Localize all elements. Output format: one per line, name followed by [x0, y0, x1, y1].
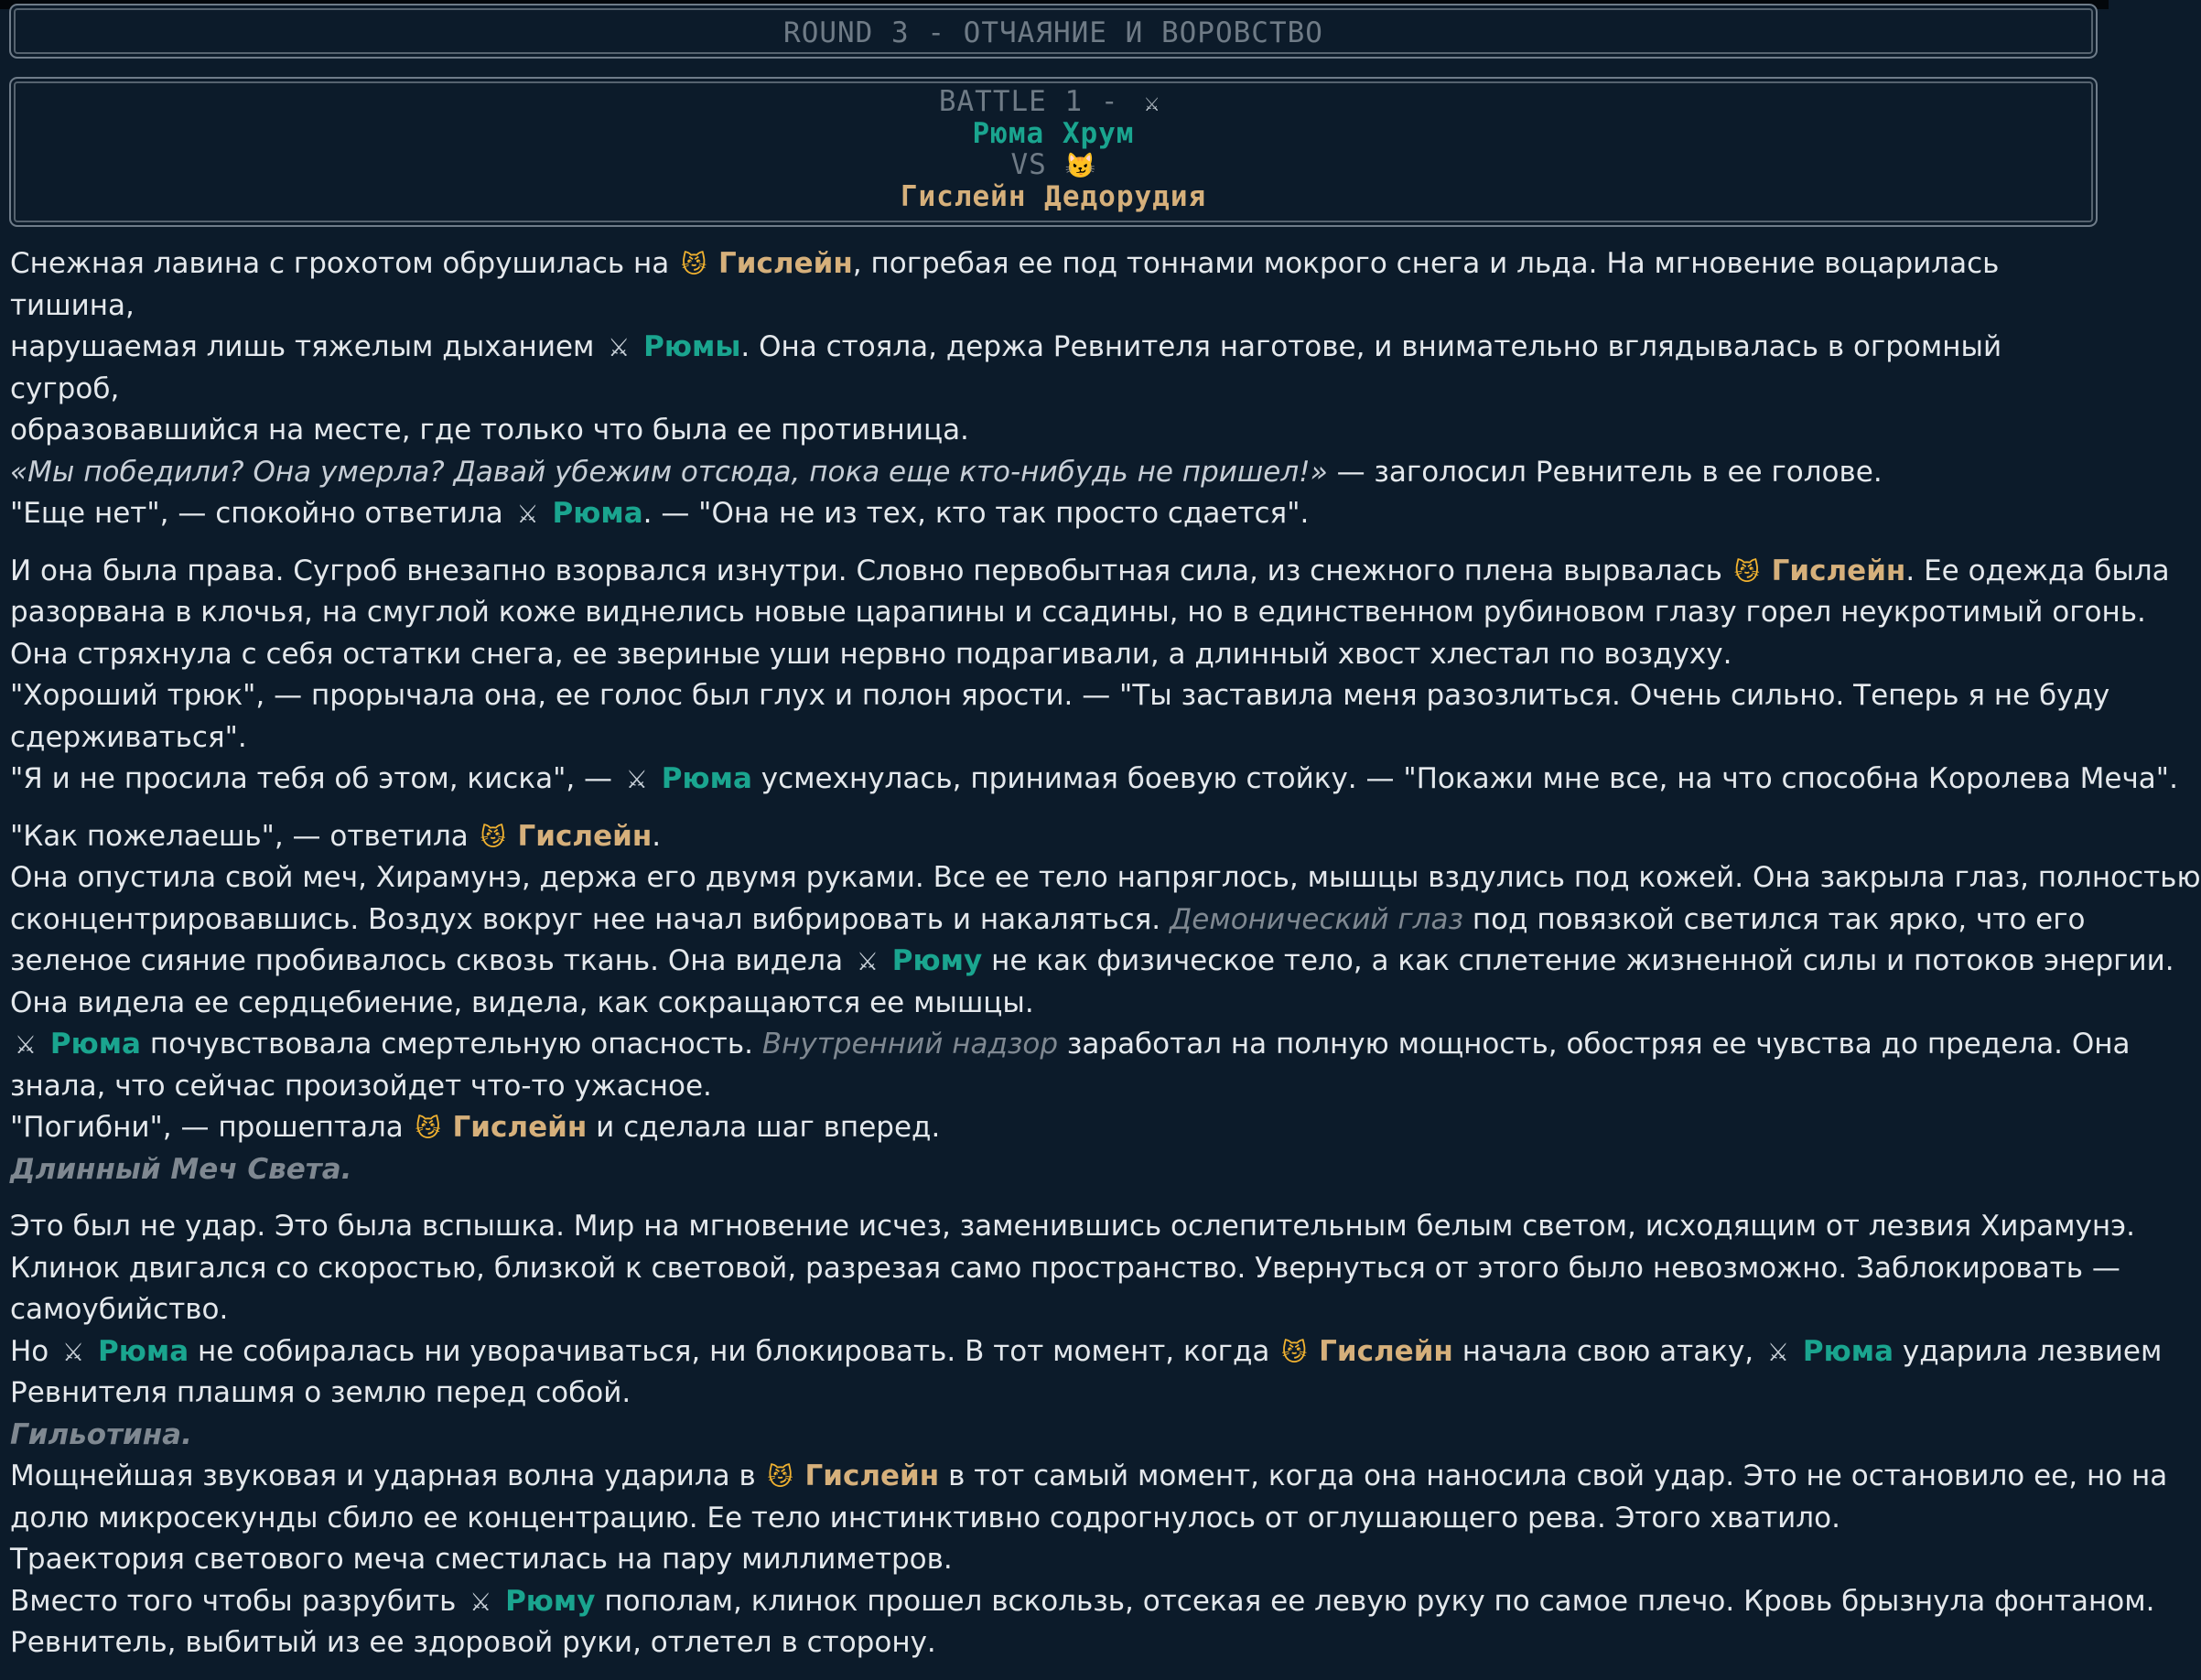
cat-face-icon: 😼 — [1281, 1338, 1308, 1367]
story-text: разорвана в клочья, на смуглой коже виднелись новые царапины и ссадины, но в единственном рубиновом глазу горел неукротимый огонь. — [10, 596, 2146, 629]
fighter1-mention: Рюма — [661, 762, 752, 795]
story-text: не собиралась ни уворачиваться, ни блокировать. В тот момент, когда — [197, 1334, 1270, 1368]
story-text: Ревнителя плашмя о землю перед собой. — [10, 1376, 631, 1409]
story-text: Снежная лавина с грохотом обрушилась на — [10, 247, 670, 280]
story-text: Она опустила свой меч, Хирамунэ, держа его двумя руками. Все ее тело напряглось, мышцы вздулись под кожей. Она закрыла глаз, полностью — [10, 861, 2201, 894]
vs-label: VS — [1010, 148, 1047, 181]
crossed-swords-icon: ⚔ — [1766, 1338, 1790, 1367]
fighter1-mention: Рюма — [552, 497, 643, 530]
cat-face-icon: 😼 — [415, 1115, 441, 1143]
skill-long-sword-of-light: Длинный Меч Света. — [10, 1152, 352, 1186]
story-text: усмехнулась, принимая боевую стойку. — "Покажи мне все, на что способна Королева Меча". — [761, 762, 2178, 795]
story-text: нарушаемая лишь тяжелым дыханием — [10, 330, 595, 363]
story-text: Мощнейшая звуковая и ударная волна ударила в — [10, 1459, 756, 1492]
cat-face-icon: 😼 — [767, 1463, 793, 1492]
story-text: — заголосил Ревнитель в ее голове. — [1327, 455, 1883, 489]
story-paragraph-4 — [10, 1206, 2168, 1664]
story-text: И она была права. Сугроб внезапно взорвался изнутри. Словно первобытная сила, из снежного плена вырвалась — [10, 554, 1722, 587]
battle-header — [9, 77, 2098, 227]
fighter2-name: Гислейн Дедорудия — [900, 179, 1207, 213]
cat-face-icon: 😼 — [480, 823, 506, 852]
story-text: заработал на полную мощность, обостряя ее чувства до предела. Она — [1066, 1028, 2131, 1061]
story-text: Вместо того чтобы разрубить — [10, 1584, 457, 1618]
story-text: почувствовала смертельную опасность. — [149, 1028, 753, 1061]
battle-heading-line — [11, 86, 2096, 118]
story-paragraph-3 — [10, 816, 2201, 1191]
story-text: под повязкой светился так ярко, что его — [1472, 902, 2086, 936]
story-text: долю микросекунды сбило ее концентрацию. Ее тело инстинктивно содрогнулось от оглушающего рева. Этого хватило. — [10, 1501, 1840, 1535]
story-text: "Еще нет", — спокойно ответила — [10, 497, 503, 530]
crossed-swords-icon: ⚔ — [1144, 89, 1160, 117]
fighter2-mention: Гислейн — [804, 1459, 940, 1492]
crossed-swords-icon: ⚔ — [856, 948, 879, 976]
story-text: зеленое сияние пробивалось сквозь ткань. Она видела — [10, 944, 844, 977]
crossed-swords-icon: ⚔ — [625, 766, 649, 794]
fighter1-mention: Рюма — [1802, 1334, 1894, 1368]
fighter2-mention: Гислейн — [452, 1111, 588, 1144]
fighter1-name: Рюма Хрум — [972, 116, 1135, 150]
story-text: . Она стояла, держа Ревнителя наготове, и внимательно вглядывалась в огромный сугроб, — [10, 330, 2002, 405]
fighter2-mention: Гислейн — [517, 819, 653, 853]
cat-face-icon: 😼 — [681, 251, 707, 279]
story-text: "Я и не просила тебя об этом, киска", — — [10, 762, 613, 795]
story-paragraph-2 — [10, 551, 2178, 801]
story-text: Она стряхнула с себя остатки снега, ее звериные уши нервно подрагивали, а длинный хвост хлестал по воздуху. — [10, 637, 1732, 671]
fighter2-mention: Гислейн — [1319, 1334, 1453, 1368]
story-text: пополам, клинок прошел вскользь, отсекая ее левую руку по самое плечо. Кровь брызнула фонтаном. — [604, 1584, 2155, 1618]
story-text: Клинок двигался со скоростью, близкой к световой, разрезая само пространство. Увернуться от этого было невозможно. Заблокировать — — [10, 1251, 2120, 1285]
story-text: начала свою атаку, — [1462, 1334, 1754, 1368]
fighter1-mention: Рюму — [505, 1584, 596, 1618]
story-text: не как физическое тело, а как сплетение жизненной силы и потоков энергии. — [991, 944, 2174, 977]
story-text: образовавшийся на месте, где только что была ее противница. — [10, 414, 969, 447]
fighter1-mention: Рюмы — [643, 330, 741, 363]
cat-face-icon: 😼 — [1733, 557, 1760, 587]
story-text: сдерживаться". — [10, 720, 247, 754]
crossed-swords-icon: ⚔ — [14, 1031, 38, 1060]
crossed-swords-icon: ⚔ — [608, 334, 631, 362]
crossed-swords-icon: ⚔ — [469, 1588, 492, 1617]
fighter2-mention: Гислейн — [718, 247, 853, 280]
story-text: ударила лезвием — [1902, 1334, 2163, 1368]
weapon-voice-quote: «Мы победили? Она умерла? Давай убежим отсюда, пока еще кто-нибудь не пришел!» — [10, 455, 1328, 489]
story-text: сконцентрировавшись. Воздух вокруг нее начал вибрировать и накаляться. — [10, 902, 1161, 936]
story-text: Она видела ее сердцебиение, видела, как сокращаются ее мышцы. — [10, 985, 1034, 1019]
fighter1-mention: Рюму — [891, 944, 983, 977]
skill-demonic-eye: Демонический глаз — [1170, 902, 1463, 936]
fighter1-line — [11, 118, 2096, 150]
round-title: ROUND 3 - ОТЧАЯНИЕ И ВОРОВСТВО — [783, 16, 1323, 49]
story-text: . — "Она не из тех, кто так просто сдается". — [642, 497, 1310, 530]
story-paragraph-1 — [10, 243, 2101, 535]
story-text: знала, что сейчас произойдет что-то ужасное. — [10, 1069, 712, 1103]
fighter1-mention: Рюма — [98, 1334, 189, 1368]
story-text: Это был не удар. Это была вспышка. Мир на мгновение исчез, заменившись ослепительным белым светом, исходящим от лезвия Хирамунэ. — [10, 1210, 2135, 1243]
cat-face-icon: 😼 — [1064, 152, 1097, 180]
crossed-swords-icon: ⚔ — [62, 1338, 85, 1367]
story-text: "Погибни", — прошептала — [10, 1111, 404, 1144]
story-text: Ревнитель, выбитый из ее здоровой руки, отлетел в сторону. — [10, 1626, 936, 1659]
round-header — [9, 4, 2098, 59]
skill-guillotine: Гильотина. — [10, 1417, 192, 1451]
fighter2-mention: Гислейн — [1771, 554, 1906, 587]
fighter1-mention: Рюма — [49, 1028, 141, 1061]
story-text: в тот самый момент, когда она наносила свой удар. Это не остановило ее, но на — [948, 1459, 2168, 1492]
story-text: Но — [10, 1334, 49, 1368]
fighter2-line — [11, 181, 2096, 213]
story-text: "Хороший трюк", — прорычала она, ее голос был глух и полон ярости. — "Ты заставила меня разозлиться. Очень сильно. Теперь я не буду — [10, 679, 2110, 712]
crossed-swords-icon: ⚔ — [516, 501, 539, 529]
battle-heading: BATTLE 1 - — [938, 85, 1119, 118]
vs-line — [11, 149, 2096, 181]
story-text: Траектория светового меча сместилась на пару миллиметров. — [10, 1543, 953, 1576]
story-text: самоубийство. — [10, 1293, 229, 1326]
story-text: , погребая ее под тоннами мокрого снега и льда. На мгновение воцарилась тишина, — [10, 247, 2000, 322]
story-text: . Ее одежда была — [1905, 554, 2170, 587]
battle-story — [10, 243, 2201, 1680]
skill-inner-watch: Внутренний надзор — [761, 1028, 1059, 1061]
story-text: и сделала шаг вперед. — [596, 1111, 941, 1144]
story-text: "Как пожелаешь", — ответила — [10, 819, 469, 853]
story-text: . — [652, 819, 662, 853]
